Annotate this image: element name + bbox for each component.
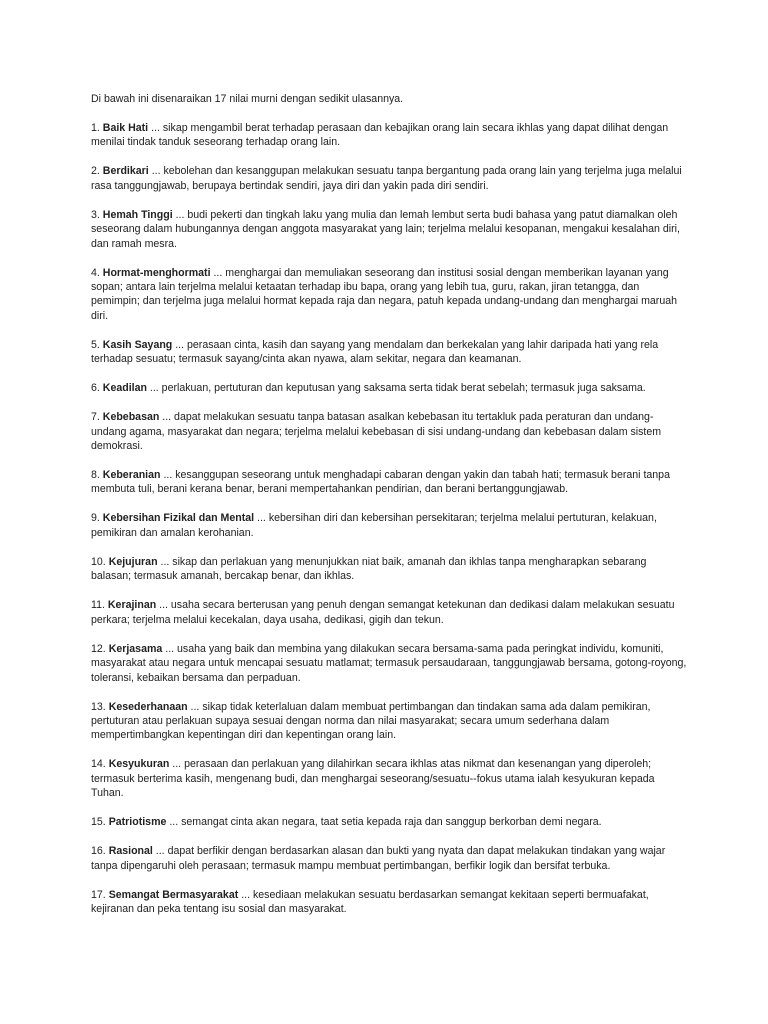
list-item — [91, 815, 688, 829]
list-item — [91, 700, 688, 743]
item-number: 11. — [91, 599, 105, 612]
item-number: 10. — [91, 555, 106, 568]
list-item — [91, 468, 688, 497]
item-description: ... kesediaan melakukan sesuatu berdasarkan semangat kekitaan seperti bermuafakat, kejiranan dan peka tentang isu sosial dan masyarakat. — [91, 888, 649, 915]
item-number: 17. — [91, 888, 106, 901]
list-item — [91, 844, 688, 873]
list-item — [91, 555, 688, 584]
item-number: 1. — [91, 122, 100, 134]
list-item — [91, 511, 688, 540]
item-number: 2. — [91, 165, 100, 178]
item-term: Berdikari — [102, 165, 149, 178]
item-number: 6. — [91, 382, 100, 395]
intro-paragraph: Di bawah ini disenaraikan 17 nilai murni dengan sedikit ulasannya. — [91, 93, 404, 105]
item-description: ... dapat berfikir dengan berdasarkan alasan dan bukti yang nyata dan dapat melakukan tindakan yang wajar tanpa dipengaruhi oleh perasaan; termasuk mampu membuat pertimbangan, berfikir logik dan bersifat terbuka. — [91, 845, 666, 872]
item-description: ... sikap tidak keterlaluan dalam membuat pertimbangan dan tindakan sama ada dalam pemikiran, pertuturan atau perlakuan supaya sesuai dengan norma dan nilai masyarakat; secara umum sederhana dalam mempertimbangkan kepentingan diri dan kepentingan orang lain. — [91, 700, 651, 742]
item-number: 16. — [91, 845, 106, 858]
item-number: 13. — [91, 700, 106, 713]
item-term: Kebersihan Fizikal dan Mental — [102, 512, 255, 525]
item-number: 8. — [91, 469, 100, 482]
list-item — [91, 208, 688, 251]
item-term: Kesederhanaan — [108, 700, 188, 713]
item-description: ... dapat melakukan sesuatu tanpa batasan asalkan kebebasan itu tertakluk pada peraturan dan undang-undang agama, masyarakat dan negara; terjelma melalui kebebasan di sisi undang-undang dan kebebasan dalam sistem demokrasi. — [91, 411, 662, 453]
item-number: 9. — [91, 512, 100, 525]
item-description: ... perasaan dan perlakuan yang dilahirkan secara ikhlas atas nikmat dan kesenangan yang diperoleh; termasuk berterima kasih, mengenang budi, dan menghargai seseorang/sesuatu--fokus utama ialah kesyukuran kepada Tuhan. — [91, 758, 655, 800]
item-term: Semangat Bermasyarakat — [108, 888, 239, 901]
list-item — [91, 598, 688, 627]
item-term: Kejujuran — [108, 555, 158, 568]
item-description: ... budi pekerti dan tingkah laku yang mulia dan lemah lembut serta budi bahasa yang patut diamalkan oleh seseorang dalam hubungannya dengan anggota masyarakat yang lain; terjelma melalui kesopanan, mengakui kesalahan diri, dan ramah mesra. — [91, 208, 680, 250]
item-description: ... kebersihan diri dan kebersihan persekitaran; terjelma melalui pertuturan, kelakuan, pemikiran dan amalan kerohanian. — [91, 512, 657, 539]
item-term: Kesyukuran — [108, 758, 170, 771]
item-term: Kebebasan — [102, 411, 160, 424]
list-item — [91, 381, 688, 395]
item-term: Rasional — [108, 845, 153, 858]
list-item — [91, 121, 688, 150]
item-number: 5. — [91, 338, 100, 351]
item-description: ... sikap mengambil berat terhadap perasaan dan kebajikan orang lain secara ikhlas yang dapat dilihat dengan menilai tindak tanduk seseorang terhadap orang lain. — [91, 122, 669, 149]
item-number: 14. — [91, 758, 106, 771]
item-number: 15. — [91, 816, 106, 829]
item-term: Keberanian — [102, 469, 161, 482]
item-description: ... usaha yang baik dan membina yang dilakukan secara bersama-sama pada peringkat individu, komuniti, masyarakat atau negara untuk mencapai sesuatu matlamat; termasuk persaudaraan, tanggungjawab bersama, gotong-royong, toleransi, kebaikan bersama dan perpaduan. — [91, 642, 687, 684]
item-term: Hemah Tinggi — [102, 208, 173, 221]
item-description: ... perlakuan, pertuturan dan keputusan yang saksama serta tidak berat sebelah; termasuk juga saksama. — [149, 382, 646, 395]
item-term: Kerjasama — [108, 642, 163, 655]
list-item — [91, 888, 688, 917]
list-item — [91, 338, 688, 367]
list-item — [91, 757, 688, 800]
list-item — [91, 164, 688, 193]
item-description: ... semangat cinta akan negara, taat setia kepada raja dan sanggup berkorban demi negara. — [169, 816, 602, 829]
item-number: 3. — [91, 208, 100, 221]
item-description: ... kesanggupan seseorang untuk menghadapi cabaran dengan yakin dan tabah hati; termasuk berani tanpa membuta tuli, berani kerana benar, berani mempertahankan pendirian, dan berani bertanggungjawab. — [91, 469, 670, 496]
item-term: Kasih Sayang — [102, 338, 173, 351]
item-description: ... perasaan cinta, kasih dan sayang yang mendalam dan berkekalan yang lahir daripada hati yang rela terhadap sesuatu; termasuk sayang/cinta akan nyawa, alam sekitar, negara dan keamanan. — [91, 338, 659, 366]
list-item — [91, 642, 688, 685]
item-term: Patriotisme — [108, 816, 167, 829]
item-description: ... kebolehan dan kesanggupan melakukan sesuatu tanpa bergantung pada orang lain yang terjelma juga melalui rasa tanggungjawab, berupaya bertindak sendiri, jaya diri dan yakin pada diri sendiri. — [91, 165, 682, 192]
item-term: Baik Hati — [102, 122, 149, 134]
item-description: ... sikap dan perlakuan yang menunjukkan niat baik, amanah dan ikhlas tanpa mengharapkan sebarang balasan; termasuk amanah, bercakap benar, dan ikhlas. — [91, 555, 647, 583]
item-number: 4. — [91, 266, 100, 279]
item-term: Hormat-menghormati — [102, 266, 211, 279]
list-item — [91, 410, 688, 453]
item-number: 7. — [91, 411, 100, 424]
item-term: Kerajinan — [107, 599, 157, 612]
item-description: ... menghargai dan memuliakan seseorang dan institusi sosial dengan memberikan layanan yang sopan; antara lain terjelma melalui ketaatan terhadap ibu bapa, orang yang lebih tua, guru, rakan, jiran tetangga, dan pemimpin; dan terjelma juga melalui hormat kepada raja dan negara, patuh kepada undang-undang dan menghargai maruah diri. — [91, 266, 677, 322]
item-number: 12. — [91, 642, 106, 655]
item-term: Keadilan — [102, 382, 147, 395]
item-description: ... usaha secara berterusan yang penuh dengan semangat ketekunan dan dedikasi dalam melakukan sesuatu perkara; terjelma melalui kecekalan, daya usaha, dedikasi, gigih dan tekun. — [91, 599, 675, 626]
list-item — [91, 266, 688, 324]
